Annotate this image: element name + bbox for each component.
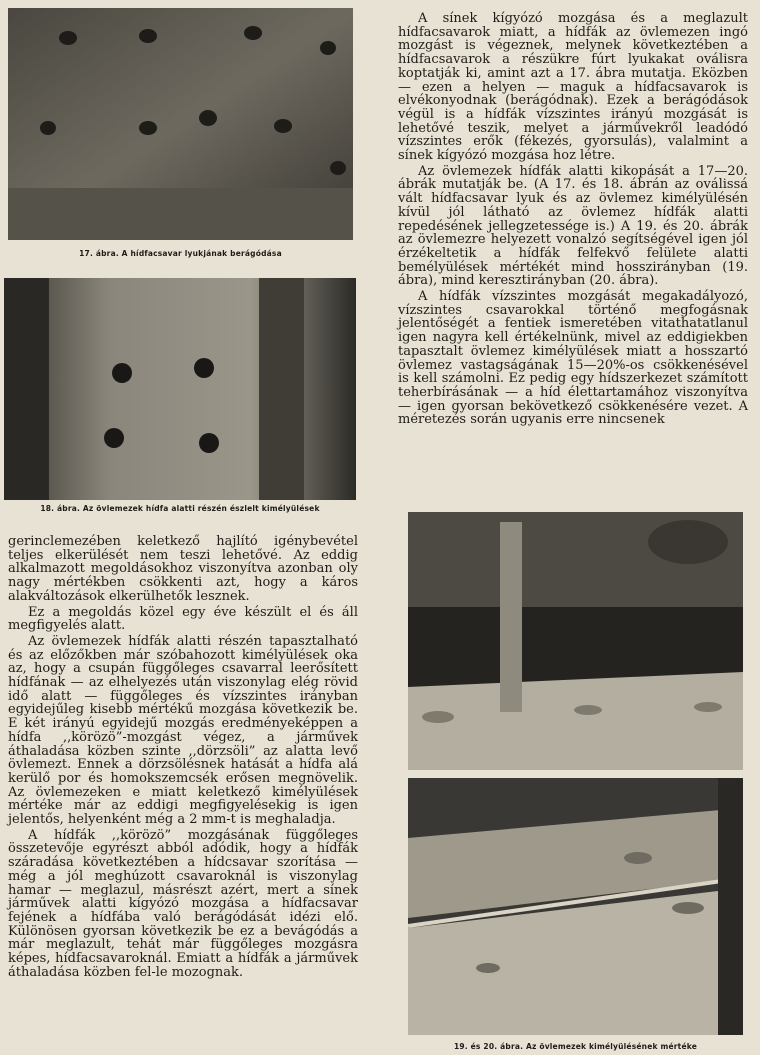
right-column-top xyxy=(398,12,748,427)
figure-17-photo xyxy=(8,8,353,240)
paragraph: A hídfák vízszintes mozgását megakadályozó, vízszintes csavarokkal történő megfogásnak jelentőségét a fentiek ismeretében vitathatatlanul igen nagyra kell értékelnünk, mivel az eddigiekben tapasztalt övlemez kimélyülések miatt a hosszartó övlemez vastagságának 15—20%-os csökkenésével is kell számolni. Ez pedig egy hídszerkezet számított teherbírásának — a híd élettartamához viszonyítva — igen gyorsan bekövetkező csökkenésére vezet. A méretezés során ugyanis erre nincsenek xyxy=(398,289,748,428)
figure-20-photo xyxy=(408,778,743,1035)
paragraph: Az övlemezek hídfák alatti részén tapasztalható és az előzőkben már szóbahozott kimélyülések oka az, hogy a csupán függőleges csavarral leerősített hídfának — az elhelyezés után viszonylag elég rövid idő alatt — függőleges és vízszintes irányban egyidejűleg kisebb mértékű mozgása következik be. E két irányú egyidejű mozgás eredményeképpen a hídfa ,,körözö”-mozgást végez, a járművek áthaladása közben szinte ,,dörzsöli” az alatta levő övlemezt. Ennek a dörzsölésnek hatását a hídfa alá kerülő por és homokszemcsék erősen megnövelik. Az övlemezeken e miatt keletkező kimélyülések mértéke már az eddigi megfigyelésekig is igen jelentős, helyenként még a 2 mm-t is meghaladja. xyxy=(8,633,358,828)
paragraph: Az övlemezek hídfák alatti kikopását a 17—20. ábrák mutatják be. (A 17. és 18. ábrán az oválissá vált hídfacsavar lyuk és az övlemez kimélyülésén kívül jól látható az övlemez hídfák alatti repedésének jellegzetessége is.) A 19. és 20. ábrák az övlemezre helyezett vonalzó segítségével igen jól érzékeltetik a hídfák felfekvő felülete alatti bemélyülések mértékét mind hosszirányban (19. ábra), mind keresztirányban (20. ábra). xyxy=(398,163,748,289)
figure-19-photo xyxy=(408,512,743,770)
figure-17-caption: 17. ábra. A hídfacsavar lyukjának berágódása xyxy=(79,249,282,258)
figure-18-caption: 18. ábra. Az övlemezek hídfa alatti részén észlelt kimélyülések xyxy=(40,504,320,513)
paragraph: A sínek kígyózó mozgása és a meglazult hídfacsavarok miatt, a hídfák az övlemezen ingó mozgást is végeznek, melynek következtében a hídfacsavarok a részükre fúrt lyukakat oválisra koptatják ki, amint azt a 17. ábra mutatja. Eközben — ezen a helyen — maguk a hídfacsavarok is elvékonyodnak (berágódnak). Ezek a berágódások végül is a hídfák vízszintes irányú mozgását is lehetővé teszik, melyet a járművekről leadódó vízszintes erők (fékezés, gyorsulás), valalmint a sínek kígyózó mozgása hoz létre. xyxy=(398,11,748,164)
paragraph: A hídfák ,,körözö” mozgásának függőleges összetevője egyrészt abból adódik, hogy a hídfák száradása következtében a hídcsavar szorítása — még a jól meghúzott csavaroknál is viszonylag hamar — meglazul, másrészt azért, mert a sínek járművek alatti kígyózó mozgása a hídfacsavar fejének a hídfába való berágódását idézi elő. Különösen gyorsan következik be ez a bevágódás a már meglazult, tehát már függőleges mozgásra képes, hídfacsavaroknál. Emiatt a hídfák a járművek áthaladása közben fel-le mozognak. xyxy=(8,827,358,980)
figure-18-photo xyxy=(4,278,356,500)
paragraph: gerinclemezében keletkező hajlító igénybevétel teljes elkerülését nem teszi lehetővé. Az eddig alkalmazott megoldásokhoz viszonyítva azonban oly nagy mértékben csökkenti azt, hogy a káros alakváltozások elkerülhetők lesznek. xyxy=(8,534,358,604)
left-column-bottom xyxy=(8,535,358,980)
paragraph: Ez a megoldás közel egy éve készült el és áll megfigyelés alatt. xyxy=(8,604,358,634)
figure-19-20-caption: 19. és 20. ábra. Az övlemezek kimélyülésének mértéke xyxy=(453,1042,698,1051)
